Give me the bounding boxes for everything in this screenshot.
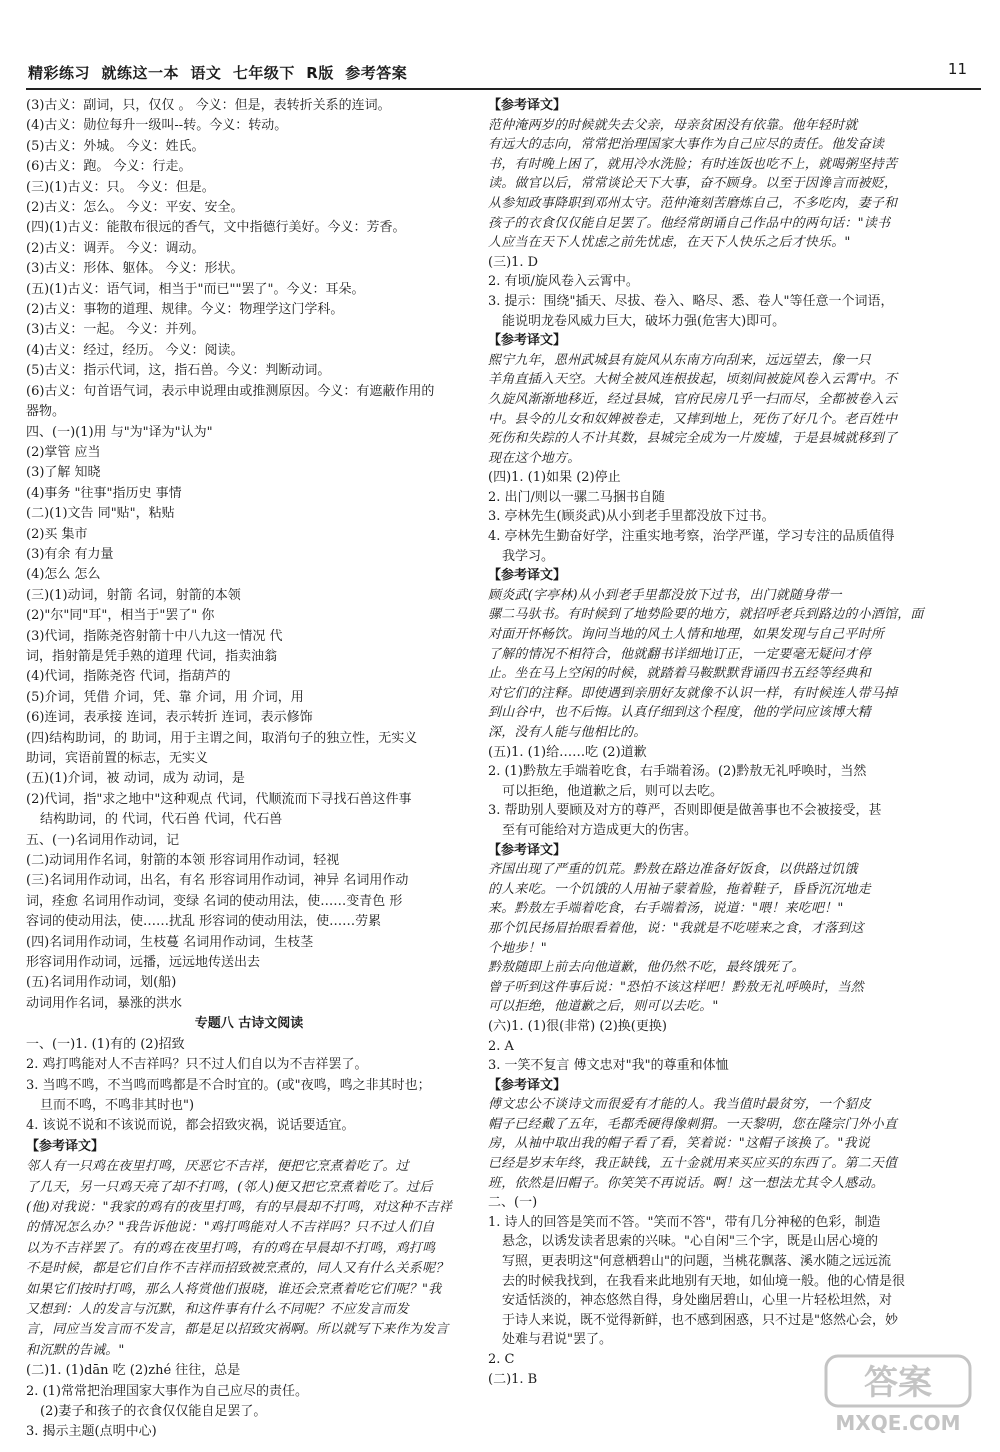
translation-line: 的人来吃。一个饥饿的人用袖子蒙着脸，拖着鞋子，昏昏沉沉地走 [488,881,871,897]
answer-line: (五)名词用作动词，划(船) [26,975,177,991]
answer-line: 2. (1)黔敖左手端着吃食，右手端着汤。(2)黔敖无礼呼唤时，当然 [488,764,867,780]
answer-line: (2)买 集市 [26,526,88,542]
answer-line: 器物。 [26,404,66,420]
answer-line: 可以拒绝，他道歉之后，则可以去吃。 [502,783,724,799]
watermark-url: MXQE.COM [835,1411,961,1435]
translation-line: 个地步！" [488,940,547,956]
answer-line: (五)1. (1)给……吃 (2)道歉 [488,744,647,760]
translation-line: 帽子已经戴了五年，毛都秃硬得像刺猬。一天黎明，您在隆宗门外小直 [488,1116,898,1132]
answer-line: 至有可能给对方造成更大的伤害。 [502,822,698,838]
answer-line: 我学习。 [502,548,555,564]
translation-line: 中。县令的儿女和奴婢被卷走，又摔到地上，死伤了好几个。老百姓中 [488,411,898,427]
section-heading: 【参考译文】 [488,842,567,858]
page-number: 11 [947,60,967,78]
section-heading: 【参考译文】 [488,98,567,113]
answer-line: (3)古义：一起。 今义：并列。 [26,322,205,338]
translation-line: 对它们的注释。即使遇到亲朋好友就像不认识一样，有时候连人带马掉 [488,685,898,701]
answer-line: (二)动词用作名词，射箭的本领 形容词用作动词，轻视 [26,853,340,869]
answer-line: (2)代词，指"求之地中"这种观点 代词，代顺流而下寻找石兽这件事 [26,791,412,807]
answer-line: 词，痊愈 名词用作动词，变绿 名词的使动用法，使……变青色 形 [26,893,403,909]
answer-line: 1. 诗人的回答是笑而不答。"笑而不答"，带有几分神秘的色彩，制造 [488,1214,881,1230]
answer-line: (5)介词，凭借 介词，凭、靠 介词，用 介词，用 [26,689,304,705]
answer-line: (四)结构助词，的 助词，用于主谓之间，取消句子的独立性，无实义 [26,730,418,746]
answer-line: 助词，宾语前置的标志，无实义 [26,751,209,766]
translation-line: 孩子的衣食仅仅能自足罢了。他经常朗诵自己作品中的两句话："读书 [488,215,891,231]
answer-line: (2)掌管 应当 [26,444,101,460]
answer-line: 四、(一)(1)用 与"为"译为"认为" [26,424,213,440]
answer-line: 2. (1)常常把治理国家大事作为自己应尽的责任。 [26,1383,308,1399]
answer-line: (3)了解 知晓 [26,465,101,481]
answer-line: (2)妻子和孩子的衣食仅仅能自足罢了。 [40,1404,267,1419]
translation-line: 曾子听到这件事后说："恐怕不该这样吧！黔敖无礼呼唤时，当然 [488,979,864,995]
translation-line: 已经是岁末年终，我正缺钱，五十金就用来买应买的东西了。第二天值 [488,1156,898,1172]
translation-line: 如果它们按时打鸣，那么人将赏他们报晓，谁还会烹煮着吃它们呢？"我 [26,1281,442,1297]
answer-line: 容词的使动用法，使……扰乱 形容词的使动用法，使……劳累 [26,914,382,930]
translation-line: 人应当在天下人忧虑之前先忧虑，在天下人快乐之后才快乐。" [488,235,851,251]
translation-line: 黔敖随即上前去向他道歉，他仍然不吃，最终饿死了。 [488,960,805,976]
translation-line: 可以拒绝，他道歉之后，则可以去吃。" [488,999,719,1015]
answer-line: (2)古义：调弄。 今义：调动。 [26,240,205,256]
topic-title: 专题八 古诗文阅读 [194,1016,304,1032]
answer-line: (4)怎么 怎么 [26,567,101,583]
section-heading: 【参考译文】 [26,1138,105,1154]
answer-line: 3. 一笑不复言 傅文忠对"我"的尊重和体恤 [488,1058,729,1074]
section-heading: 【参考译文】 [488,1077,567,1093]
answer-line: (4)事务 "往事"指历史 事情 [26,485,182,501]
translation-line: 傅文忠公不谈诗文而很爱有才能的人。我当值时最贫穷，一个貂皮 [488,1097,871,1113]
answer-line: (二)1. (1)dān 吃 (2)zhé 往往，总是 [26,1363,241,1379]
answer-line: 3. 提示：围绕"插天、尽拔、卷入、略尽、悉、卷人"等任意一个词语， [488,293,894,309]
answer-line: (4)代词，指陈尧咨 代词，指葫芦的 [26,669,231,685]
translation-line: 书，有时晚上困了，就用冷水洗脸；有时连饭也吃不上，就喝粥坚持苦 [488,156,898,172]
answer-line: 处难与君说"罢了。 [502,1332,612,1348]
translation-line: 邻人有一只鸡在夜里打鸣，厌恶它不吉祥，便把它烹煮着吃了。过 [26,1159,409,1175]
translation-line: 和沉默的告诫。" [26,1342,125,1358]
answer-line: 能说明龙卷风威力巨大，破坏力强(危害大)即可。 [502,313,786,329]
translation-line: 有远大的志向，常常把治理国家大事作为自己应尽的责任。他发奋读 [488,137,885,153]
translation-line: 房，从袖中取出我的帽子看了看，笑着说："这帽子该换了。"我说 [488,1136,870,1152]
answer-line: (三)名词用作动词，出名，有名 形容词用作动词，神异 名词用作动 [26,873,409,889]
answer-line: 2. C [488,1352,515,1367]
left-column [26,96,472,1443]
answer-line: (3)古义：副词，只，仅仅 。 今义：但是，表转折关系的连词。 [26,98,391,113]
answer-line: (5)古义：外城。 今义：姓氏。 [26,138,205,154]
answer-line: 3. 亭林先生(顾炎武)从小到老手里都没放下过书。 [488,509,775,525]
answer-line: (四)1. (1)如果 (2)停止 [488,470,621,486]
answer-line: 结构助词，的 代词，代石兽 代词，代石兽 [40,812,283,828]
answer-line: (3)古义：形体、躯体。 今义：形状。 [26,261,244,277]
translation-line: 熙宁九年，恩州武城县有旋风从东南方向刮来，远远望去，像一只 [488,352,871,368]
translation-line: 的情况怎么办？"我告诉他说："鸡打鸣能对人不吉祥吗？只不过人们自 [26,1220,435,1236]
right-column [488,96,958,1389]
answer-line: 4. 亭林先生勤奋好学，注重实地考察，治学严谨，学习专注的品质值得 [488,529,895,545]
translation-line: 对面开怀畅饮。询问当地的风土人情和地理，如果发现与自己平时所 [488,627,885,643]
answer-line: (4)古义：经过，经历。 今义：阅读。 [26,342,244,358]
answer-line: (5)古义：指示代词，这，指石兽。今义：判断动词。 [26,363,331,379]
answer-line: (二)(1)文告 同"贴"，粘贴 [26,506,175,522]
answer-line: (三)1. D [488,254,539,270]
answer-line: (2)古义：怎么。 今义：平安、安全。 [26,200,244,216]
translation-line: 以为不吉祥罢了。有的鸡在夜里打鸣，有的鸡在早晨却不打鸣，鸡打鸣 [26,1240,436,1256]
answer-line: (6)连词，表承接 连词，表示转折 连词，表示修饰 [26,710,313,726]
section-heading: 【参考译文】 [488,568,567,584]
translation-line: 了几天，另一只鸡天亮了却不打鸣，(邻人)便又把它烹煮着吃了。过后 [26,1179,433,1195]
answer-line: 3. 揭示主题(点明中心) [26,1424,157,1440]
translation-line: 止。坐在马上空闲的时候，就踏着马鞍默默背诵四书五经等经典和 [488,666,871,682]
watermark-logo [818,1350,978,1440]
translation-line: 从参知政事降职到邓州太守。范仲淹刻苦磨炼自己，不多吃肉，妻子和 [488,195,898,211]
translation-line: 言，同应当发言而不发言，都是足以招致灾祸啊。所以就写下来作为发言 [26,1322,449,1338]
answer-line: (四)名词用作动词，生枝蔓 名词用作动词，生枝茎 [26,934,314,950]
answer-line: 旦而不鸣，不鸣非其时也") [40,1097,195,1113]
answer-line: (二)1. B [488,1371,538,1387]
translation-line: 现在这个地方。 [488,450,581,466]
answer-line: 形容词用作动词，远播，远远地传送出去 [26,955,261,971]
answer-line: (4)古义：勋位每升一级叫--转。今义：转动。 [26,118,288,134]
section-heading: 【参考译文】 [488,333,567,349]
translation-line: 骡二马驮书。有时候到了地势险要的地方，就招呼老兵到路边的小酒馆，面 [488,607,924,623]
answer-line: 4. 该说不说和不该说而说，都会招致灾祸，说话要适宜。 [26,1118,355,1134]
translation-line: 了解的情况不相符合，他就翻书详细地订正，一定要毫无疑问才停 [488,646,871,662]
page-header [26,46,981,90]
translation-line: 读。做官以后，常常谈论天下大事，奋不顾身。以至于因谗言而被贬， [488,176,898,192]
answer-line: (3)有余 有力量 [26,546,114,562]
answer-line: (6)古义：跑。 今义：行走。 [26,159,192,175]
translation-line: 久旋风渐渐地移近，经过县城，官府民房几乎一扫而尽，全都被卷入云 [488,391,898,407]
answer-line: 一、(一)1. (1)有的 (2)招致 [26,1036,185,1052]
answer-line: 3. 当鸣不鸣，不当鸣而鸣都是不合时宜的。(或"夜鸣，鸣之非其时也； [26,1077,431,1093]
answer-line: 3. 帮助别人要顾及对方的尊严，否则即便是做善事也不会被接受，甚 [488,803,882,819]
answer-line: 2. 出门/则以一骡二马捆书自随 [488,489,665,505]
watermark-text: 答案 [864,1363,932,1403]
answer-line: 五、(一)名词用作动词，记 [26,832,180,848]
translation-line: 深，没有人能与他相比的。 [488,725,647,740]
answer-line: (三)(1)古义：只。 今义：但是。 [26,179,215,195]
translation-line: 羊角直插入天空。大树全被风连根拔起，顷刻间被旋风卷入云霄中。不 [488,372,898,388]
translation-line: 到山谷中，也不后悔。认真仔细到这个程度，他的学问应该博大精 [488,705,871,721]
answer-line: 于诗人来说，既不觉得新鲜，也不感到困惑，只不过是"悠然心会，妙 [502,1312,898,1328]
answer-line: (三)(1)动词，射箭 名词，射箭的本领 [26,587,241,603]
translation-line: 死伤和失踪的人不计其数，县城完全成为一片废墟，于是县城就移到了 [488,431,898,447]
translation-line: 又想到：人的发言与沉默，和这件事有什么不同呢？不应发言而发 [26,1301,409,1317]
answer-line: 词，指射箭是凭手熟的道理 代词，指卖油翁 [26,648,278,664]
answer-line: 悬念，以诱发读者思索的兴味。"心自闲"三个字，既是山居心境的 [502,1234,878,1250]
translation-line: (他)对我说："我家的鸡有的夜里打鸣，有的早晨却不打鸣，对这种不吉祥 [26,1199,452,1215]
answer-line: 动词用作名词，暴涨的洪水 [26,995,183,1011]
answer-line: (六)1. (1)很(非常) (2)换(更换) [488,1018,667,1034]
answer-line: (3)代词，指陈尧咨射箭十中八九这一情况 代 [26,628,283,644]
answer-line: (2)"尔"同"耳"，相当于"罢了" 你 [26,608,215,624]
translation-line: 范仲淹两岁的时候就失去父亲，母亲贫困没有依靠。他年轻时就 [488,117,858,133]
translation-line: 来。黔敖左手端着吃食，右手端着汤，说道："喂！来吃吧！" [488,901,844,917]
translation-line: 齐国出现了严重的饥荒。黔敖在路边准备好饭食，以供路过饥饿 [488,862,858,878]
translation-line: 那个饥民扬眉抬眼看着他，说："我就是不吃嗟来之食，才落到这 [488,920,864,936]
header-title: 精彩练习 就练这一本 语文 七年级下 R版 参考答案 [28,64,408,82]
answer-line: (2)古义：事物的道理、规律。今义：物理学这门学科。 [26,302,344,318]
answer-line: 2. 鸡打鸣能对人不吉祥吗？只不过人们自以为不吉祥罢了。 [26,1057,368,1073]
translation-line: 班，依然是旧帽子。你笑笑不再说话。啊！这一想法尤其令人感动。 [488,1175,885,1191]
answer-line: 2. A [488,1038,514,1054]
answer-line: (五)(1)介词，被 动词，成为 动词，是 [26,771,245,787]
translation-line: 不是时候，都是它们自作不吉祥而招致被烹煮的，同人又有什么关系呢？ [26,1261,449,1277]
answer-line: 去的时候我找到，在我看来此地别有天地，如仙境一般。他的心情是很 [502,1273,906,1289]
answer-line: (6)古义：句首语气词，表示申说理由或推测原因。今义：有遮蔽作用的 [26,383,435,399]
translation-line: 顾炎武(字亭林)从小到老手里都没放下过书，出门就随身带一 [488,587,842,603]
answer-line: (四)(1)古义：能散布很远的香气，文中指德行美好。今义：芳香。 [26,220,406,236]
answer-line: 2. 有顷/旋风卷入云霄中。 [488,274,639,290]
answer-line: (五)(1)古义：语气词，相当于"而已""罢了"。今义：耳朵。 [26,281,365,297]
answer-line: 写照，更表明这"何意栖碧山"的问题，当桃花飘落、溪水随之远远流 [502,1254,891,1270]
answer-line: 安适恬淡的，神态悠然自得，身处幽居碧山，心里一片轻松坦然，对 [502,1293,893,1309]
answer-line: 二、(一) [488,1195,538,1211]
